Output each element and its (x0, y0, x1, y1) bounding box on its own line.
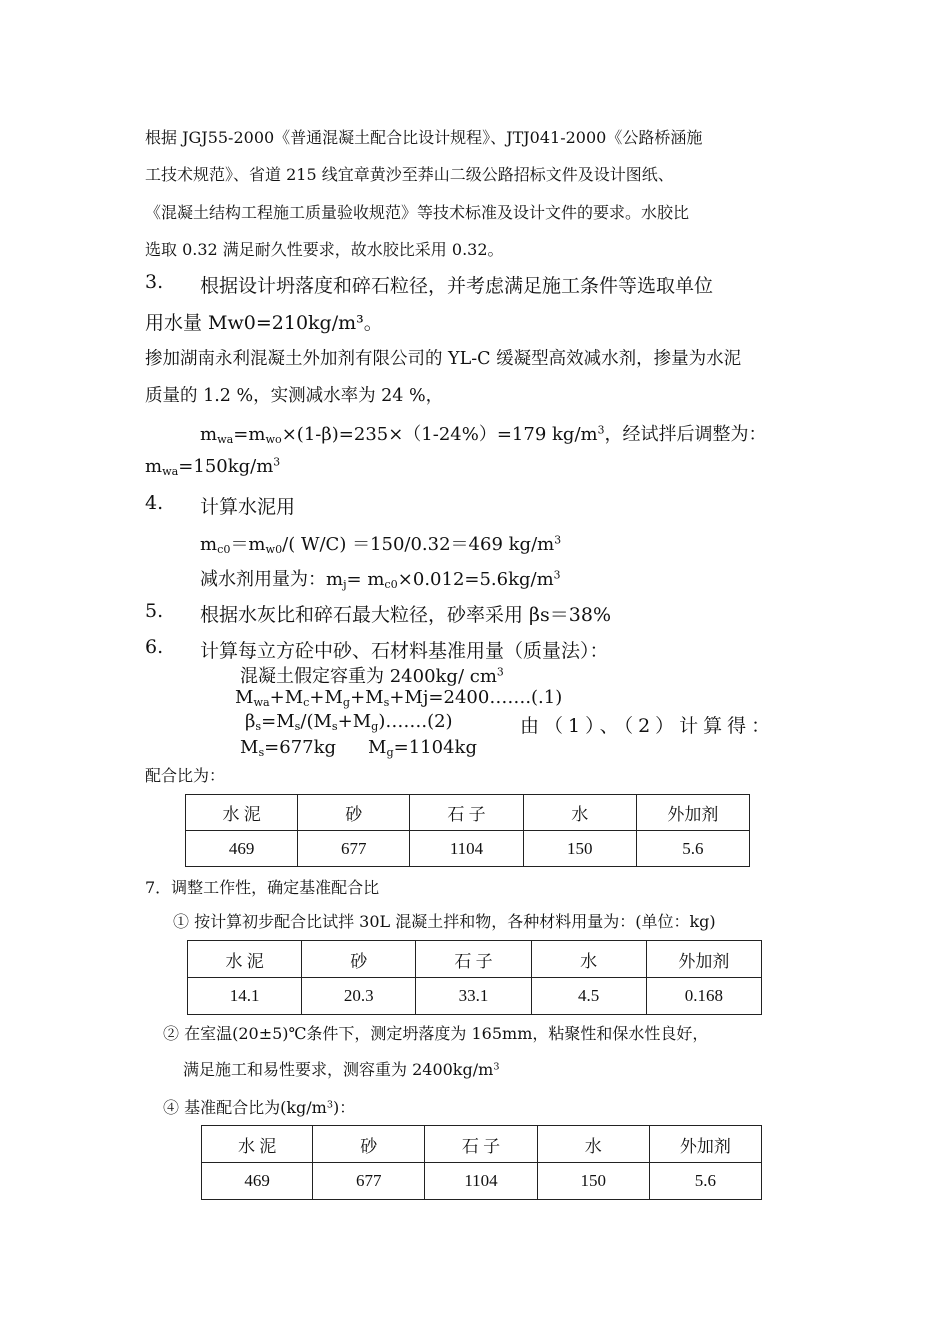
eq2-beta: β (245, 711, 256, 732)
formula-mwa-result-m: m (145, 456, 163, 477)
header-water: 水 (531, 941, 646, 978)
formula-mwa-sub-wa: wa (217, 432, 234, 446)
cell-cement: 469 (202, 1163, 313, 1200)
admix-line-2: 质量的 1.2 %，实测减水率为 24 %， (145, 386, 444, 406)
step7-item-2-line-2 (183, 1057, 499, 1080)
step4-title: 计算水泥用 (200, 496, 296, 518)
step6-equation-1 (235, 687, 562, 708)
eq1-sub-c: c (303, 695, 310, 709)
table-header-row (186, 795, 750, 831)
result-m-s: M (240, 737, 259, 758)
cell-water: 150 (537, 1163, 649, 1200)
cell-water: 4.5 (531, 978, 646, 1015)
cell-sand: 677 (298, 831, 410, 867)
step4-formula-1 (200, 530, 561, 556)
result-ms-value: =677kg (264, 737, 337, 758)
step6-equation-2 (245, 711, 453, 732)
step5-text: 根据水灰比和碎石最大粒径，砂率采用 βs＝38% (200, 604, 612, 626)
header-sand: 砂 (302, 941, 416, 978)
step3-line-1: 根据设计坍落度和碎石粒径，并考虑满足施工条件等选取单位 (200, 275, 714, 297)
eq2-m-s: =M (261, 711, 295, 732)
eq1-m-wa: M (235, 687, 254, 708)
cell-water: 150 (523, 831, 636, 867)
intro-line-2: 工技术规范》、省道 215 线宜章黄沙至莽山二级公路招标文件及设计图纸、 (145, 165, 674, 184)
result-sub-g: g (386, 745, 394, 759)
table-row (186, 831, 750, 867)
eq2-paren-ms: /(M (300, 711, 332, 732)
header-water: 水 (537, 1126, 649, 1163)
cell-admixture: 5.6 (636, 831, 749, 867)
admix-line-1: 掺加湖南永利混凝土外加剂有限公司的 YL-C 缓凝型高效减水剂，掺量为水泥 (145, 349, 742, 369)
step4-f2-eq: = m (346, 569, 385, 590)
header-cement: 水 泥 (202, 1126, 313, 1163)
step7-item-2-text: 满足施工和易性要求，测容重为 2400kg/m (183, 1060, 494, 1079)
result-m-g: M (368, 737, 387, 758)
step4-f2-sup: 3 (553, 568, 561, 582)
header-stone: 石 子 (416, 941, 531, 978)
eq1-sub-g: g (342, 695, 351, 709)
formula-mwa-adjust: ，经试拌后调整为： (604, 424, 767, 445)
intro-line-1: 根据 JGJ55-2000《普通混凝土配合比设计规程》、JTJ041-2000《公路桥涵施 (145, 128, 703, 147)
formula-mwa-calc: ×(1-β)=235×（1-24%）=179 kg/m (281, 424, 598, 445)
formula-mwa-result (145, 456, 280, 477)
cell-cement: 14.1 (188, 978, 302, 1015)
cell-stone: 33.1 (416, 978, 531, 1015)
step6-density-text: 混凝土假定容重为 2400kg/ cm (240, 666, 497, 687)
step6-number: 6. (145, 636, 164, 658)
header-cement: 水 泥 (186, 795, 298, 831)
mix-table-3 (201, 1125, 762, 1200)
step7-item-2-sup: 3 (493, 1061, 500, 1073)
eq2-sub-g: g (371, 719, 379, 733)
cell-stone: 1104 (410, 831, 523, 867)
cell-admixture: 5.6 (649, 1163, 761, 1200)
formula-mwa-sub-wo: wo (265, 432, 282, 446)
step4-f1-sub-w0: w0 (265, 542, 283, 556)
mix-table-2 (187, 940, 762, 1015)
step6-density (240, 662, 504, 688)
step4-f2-calc: ×0.012=5.6kg/m (397, 569, 554, 590)
cell-sand: 20.3 (302, 978, 416, 1015)
table-header-row (188, 941, 762, 978)
eq1-tail: +Mj=2400…….(.1) (389, 687, 563, 708)
header-admixture: 外加剂 (646, 941, 761, 978)
header-stone: 石 子 (425, 1126, 537, 1163)
cell-sand: 677 (313, 1163, 425, 1200)
eq1-m-c: +M (269, 687, 304, 708)
eq1-m-g: +M (309, 687, 343, 708)
table-row (188, 978, 762, 1015)
eq2-mg: +M (337, 711, 372, 732)
formula-mwa-m: m (200, 424, 218, 445)
mix-table-1 (185, 794, 750, 867)
formula-mwa-result-value: =150kg/m (178, 456, 274, 477)
header-admixture: 外加剂 (649, 1126, 761, 1163)
mix-ratio-label: 配合比为： (145, 766, 226, 785)
header-sand: 砂 (313, 1126, 425, 1163)
header-sand: 砂 (298, 795, 410, 831)
eq1-sub-wa: wa (253, 695, 270, 709)
header-stone: 石 子 (410, 795, 523, 831)
formula-mwa-line (200, 420, 766, 446)
step7-item-4 (163, 1095, 355, 1118)
eq2-sub-s2: s (294, 719, 301, 733)
table-row (202, 1163, 762, 1200)
step7-item-4-text: ④ 基准配合比为(kg/m (163, 1098, 327, 1117)
step7-title: 7．调整工作性，确定基准配合比 (145, 878, 380, 897)
step4-f1-sup: 3 (554, 533, 562, 547)
eq1-sub-s: s (383, 695, 390, 709)
eq1-m-s: +M (350, 687, 384, 708)
step6-density-sup: 3 (496, 665, 504, 679)
step6-calc-result-label: 由（1）、（2）计算得： (520, 715, 776, 737)
step4-f2-sub-c0: c0 (384, 577, 398, 591)
formula-mwa-sup: 3 (597, 423, 605, 437)
step5-number: 5. (145, 600, 164, 622)
table-header-row (202, 1126, 762, 1163)
cell-stone: 1104 (425, 1163, 537, 1200)
intro-line-4: 选取 0.32 满足耐久性要求，故水胶比采用 0.32。 (145, 240, 504, 259)
cell-admixture: 0.168 (646, 978, 761, 1015)
step6-title: 计算每立方砼中砂、石材料基准用量（质量法）： (200, 640, 609, 662)
step7-item-2-line-1: ② 在室温(20±5)℃条件下，测定坍落度为 165mm，粘聚性和保水性良好， (163, 1024, 709, 1043)
step4-f2-sub-j: j (343, 577, 347, 591)
cell-cement: 469 (186, 831, 298, 867)
step4-f2-label: 减水剂用量为：m (200, 569, 344, 590)
step3-number: 3. (145, 271, 164, 293)
step3-line-2: 用水量 Mw0=210kg/m³。 (145, 312, 383, 334)
step7-item-1: ① 按计算初步配合比试拌 30L 混凝土拌和物，各种材料用量为：(单位：kg) (173, 912, 716, 931)
formula-mwa-result-sup: 3 (273, 455, 281, 469)
formula-mwa-eq: =m (233, 424, 266, 445)
header-cement: 水 泥 (188, 941, 302, 978)
eq2-sub-s: s (255, 719, 262, 733)
intro-line-3: 《混凝土结构工程施工质量验收规范》等技术标准及设计文件的要求。水胶比 (145, 203, 690, 222)
step4-f1-calc: /( W/C) ＝150/0.32＝469 kg/m (282, 534, 555, 555)
step4-f1-sub-c0: c0 (217, 542, 231, 556)
formula-mwa-result-sub: wa (162, 464, 179, 478)
step4-formula-2 (200, 565, 561, 591)
result-mg-value: =1104kg (393, 737, 477, 758)
header-admixture: 外加剂 (636, 795, 749, 831)
step4-f1-eq: ＝m (230, 534, 266, 555)
step4-f1-m: m (200, 534, 218, 555)
step6-results (240, 737, 477, 758)
eq2-tail: )…….(2) (378, 711, 453, 732)
eq2-sub-s3: s (331, 719, 338, 733)
step7-item-4-end: )： (332, 1098, 356, 1117)
result-sub-s: s (258, 745, 265, 759)
header-water: 水 (523, 795, 636, 831)
step4-number: 4. (145, 492, 164, 514)
step7-item-4-sup: 3 (326, 1099, 333, 1111)
